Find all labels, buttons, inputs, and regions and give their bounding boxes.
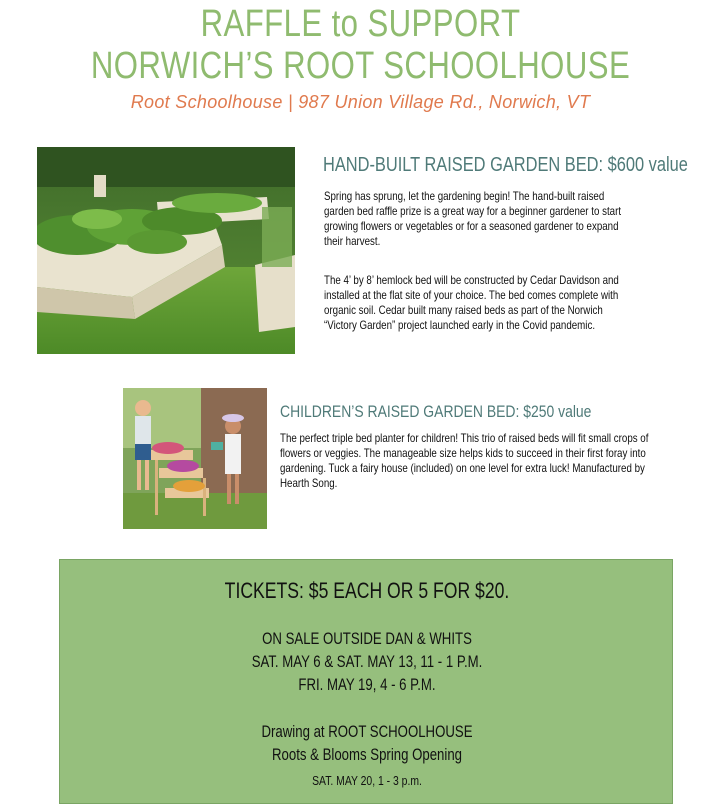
garden-bed-illustration — [37, 147, 295, 354]
tickets-info-box — [59, 559, 673, 804]
bed-prize-description: Spring has sprung, let the gardening begin! The hand-built raised garden bed raffle prize is a great way for a beginner gardener to start growing flowers or vegetables or for a seasoned gardener to expand their harvest. — [324, 190, 622, 248]
sale-dates-may: SAT. MAY 6 & SAT. MAY 13, 11 - 1 P.M. — [251, 653, 483, 671]
garden-bed-photo — [37, 147, 295, 354]
ticket-price: TICKETS: $5 EACH OR 5 FOR $20. — [224, 578, 510, 603]
bed-prize-heading: HAND-BUILT RAISED GARDEN BED: $600 value — [323, 154, 688, 176]
title-line-2: NORWICH’S ROOT SCHOOLHOUSE — [90, 45, 631, 87]
drawing-date: SAT. MAY 20, 1 - 3 p.m. — [312, 773, 422, 788]
drawing-location: Drawing at ROOT SCHOOLHOUSE — [261, 723, 473, 741]
sale-date-may-19: FRI. MAY 19, 4 - 6 P.M. — [298, 676, 436, 694]
childrens-planter-photo — [123, 388, 267, 529]
drawing-event-name: Roots & Blooms Spring Opening — [271, 746, 463, 764]
title-line-1: RAFFLE to SUPPORT — [200, 3, 521, 45]
location-subtitle: Root Schoolhouse | 987 Union Village Rd., Norwich, VT — [130, 92, 591, 112]
childrens-prize-heading: CHILDREN’S RAISED GARDEN BED: $250 value — [280, 402, 592, 421]
childrens-planter-illustration — [123, 388, 267, 529]
childrens-prize-description: The perfect triple bed planter for children! This trio of raised beds will fit small crops of flowers or veggies. The manageable size helps kids to succeed in their first foray into gardening. Tuck a fairy house (included) on one level for extra luck! Manufactured by Hearth Song. — [280, 432, 649, 490]
bed-prize-details: The 4’ by 8’ hemlock bed will be constructed by Cedar Davidson and installed at the flat site of your choice. The bed comes complete with organic soil. Cedar built many raised beds as part of the Norwich “Victory Garden” project launched early in the Covid pandemic. — [324, 274, 619, 332]
sale-location: ON SALE OUTSIDE DAN & WHITS — [262, 630, 472, 648]
